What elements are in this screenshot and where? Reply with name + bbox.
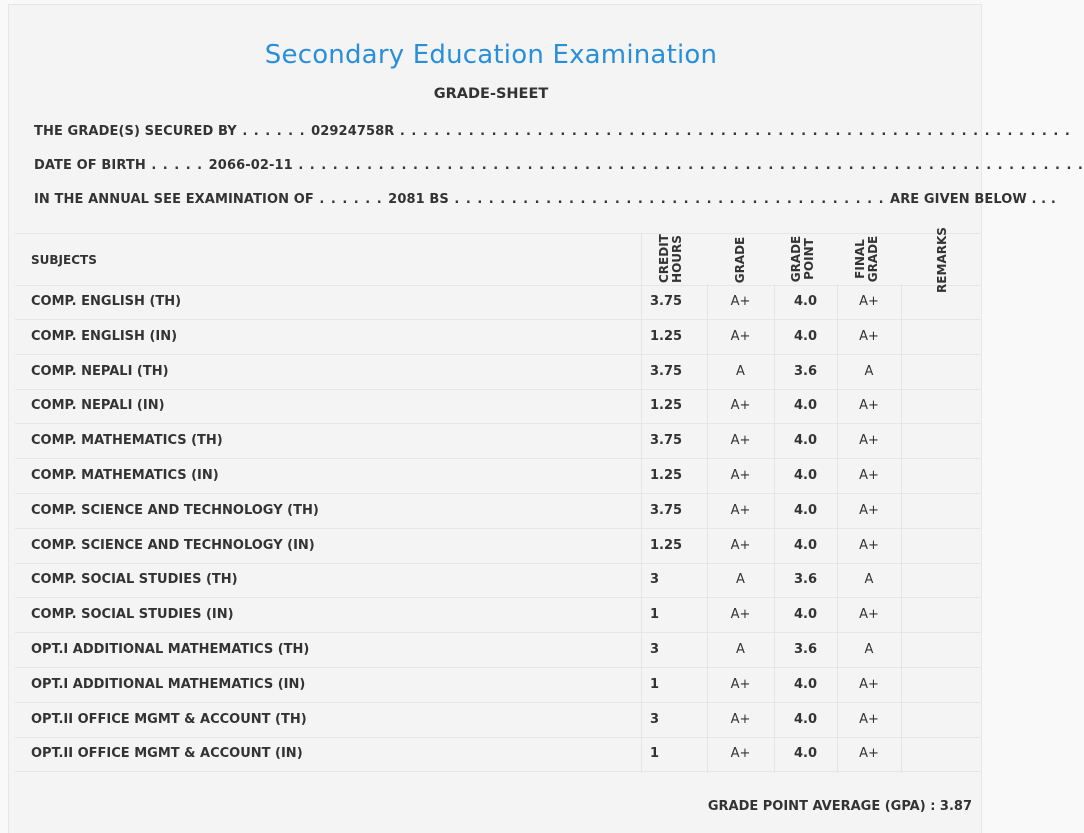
grade-point-cell: 4.0 <box>793 607 818 623</box>
credit-hours-cell: 1 <box>650 676 660 692</box>
final-grade-cell: A+ <box>859 676 879 692</box>
final-grade-cell: A+ <box>859 294 879 309</box>
table-row <box>15 633 980 668</box>
symbol-number: 02924758R <box>311 124 395 139</box>
table-row <box>15 424 980 459</box>
table-row <box>15 563 980 598</box>
table-row <box>15 389 980 424</box>
dob-label: DATE OF BIRTH <box>34 158 146 173</box>
table-header-row <box>15 227 980 293</box>
secured-by-line: THE GRADE(S) SECURED BY . . . . . . 02924758R . . . . . . . . . . . . . . . . . . . . . . . . . . . . . . . . . . . . . . . . . . . . . . . . . . . . . . . . . . . <box>34 124 1071 139</box>
credit-hours-cell: 1.25 <box>650 468 683 483</box>
column-divider <box>837 284 838 773</box>
final-grade-cell: A <box>864 363 874 379</box>
column-divider <box>707 284 708 773</box>
given-below-text: ARE GIVEN BELOW . . . <box>890 192 1056 207</box>
header-grade: GRADE <box>733 236 747 284</box>
credit-hours-cell: 1 <box>650 607 660 623</box>
table-row <box>15 529 980 564</box>
exam-year: 2081 BS <box>388 192 449 207</box>
final-grade-cell: A <box>864 572 874 588</box>
subject-cell: COMP. ENGLISH (TH) <box>31 294 182 309</box>
subject-cell: COMP. SCIENCE AND TECHNOLOGY (TH) <box>31 502 319 518</box>
subject-cell: COMP. NEPALI (IN) <box>31 398 165 414</box>
final-grade-cell: A <box>864 642 874 657</box>
table-row <box>15 355 980 390</box>
subject-cell: COMP. ENGLISH (IN) <box>31 328 178 344</box>
credit-hours-cell: 1.25 <box>650 398 683 414</box>
grade-point-cell: 3.6 <box>793 572 818 588</box>
grade-point-cell: 3.6 <box>793 642 818 657</box>
grade-cell: A+ <box>730 746 751 762</box>
grade-point-cell: 4.0 <box>793 398 818 414</box>
table-row <box>15 285 980 320</box>
credit-hours-cell: 3.75 <box>650 294 683 309</box>
final-grade-cell: A+ <box>859 502 879 518</box>
subject-cell: COMP. NEPALI (TH) <box>31 363 169 379</box>
credit-hours-cell: 3 <box>650 642 660 657</box>
secured-by-label: THE GRADE(S) SECURED BY <box>34 124 237 139</box>
final-grade-cell: A+ <box>859 328 879 344</box>
grade-sheet-heading: GRADE-SHEET <box>433 86 549 102</box>
credit-hours-cell: 3 <box>650 711 660 727</box>
credit-hours-cell: 1.25 <box>650 328 683 344</box>
subject-cell: OPT.II OFFICE MGMT & ACCOUNT (TH) <box>31 711 307 727</box>
exam-label: IN THE ANNUAL SEE EXAMINATION OF <box>34 192 314 207</box>
grade-cell: A+ <box>730 607 751 623</box>
grade-point-cell: 4.0 <box>793 537 818 553</box>
column-divider <box>901 284 902 773</box>
grade-cell: A <box>736 642 745 657</box>
grades-table <box>15 227 980 775</box>
subject-cell: COMP. SOCIAL STUDIES (TH) <box>31 572 238 588</box>
credit-hours-cell: 3 <box>650 572 660 588</box>
table-row <box>15 494 980 529</box>
header-subjects: SUBJECTS <box>31 253 97 267</box>
grade-point-cell: 4.0 <box>793 328 818 344</box>
grade-point-cell: 3.6 <box>793 363 818 379</box>
subject-cell: COMP. SCIENCE AND TECHNOLOGY (IN) <box>31 537 315 553</box>
grade-point-cell: 4.0 <box>793 468 818 483</box>
final-grade-cell: A+ <box>859 711 879 727</box>
grade-cell: A+ <box>730 711 751 727</box>
grade-point-cell: 4.0 <box>793 502 818 518</box>
credit-hours-cell: 3.75 <box>650 433 683 449</box>
table-row <box>15 459 980 494</box>
credit-hours-cell: 3.75 <box>650 502 683 518</box>
table-row <box>15 668 980 703</box>
subject-cell: OPT.I ADDITIONAL MATHEMATICS (IN) <box>31 676 306 692</box>
subject-cell: COMP. MATHEMATICS (IN) <box>31 468 219 483</box>
header-remarks: REMARKS <box>935 227 949 293</box>
grade-cell: A+ <box>730 433 751 449</box>
subject-cell: OPT.I ADDITIONAL MATHEMATICS (TH) <box>31 642 310 657</box>
grade-cell: A+ <box>730 468 751 483</box>
table-row <box>15 703 980 738</box>
grade-point-cell: 4.0 <box>793 676 818 692</box>
final-grade-cell: A+ <box>859 398 879 414</box>
exam-title: Secondary Education Examination <box>264 40 718 70</box>
final-grade-cell: A+ <box>859 433 879 449</box>
gpa-summary: GRADE POINT AVERAGE (GPA) : 3.87 <box>707 799 972 814</box>
exam-line: IN THE ANNUAL SEE EXAMINATION OF . . . . . . 2081 BS . . . . . . . . . . . . . . . . . . . . . . . . . . . . . . . . . . . . . . ARE GIVEN BELOW . . . <box>34 192 1056 207</box>
table-row <box>15 737 980 772</box>
column-divider <box>774 284 775 773</box>
grade-cell: A+ <box>730 398 751 414</box>
grade-cell: A+ <box>730 328 751 344</box>
credit-hours-cell: 3.75 <box>650 363 683 379</box>
final-grade-cell: A+ <box>859 607 879 623</box>
final-grade-cell: A+ <box>859 468 879 483</box>
subject-cell: OPT.II OFFICE MGMT & ACCOUNT (IN) <box>31 746 303 762</box>
grade-point-cell: 4.0 <box>793 433 818 449</box>
dob-line: DATE OF BIRTH . . . . . 2066-02-11 . . . . . . . . . . . . . . . . . . . . . . . . . . . . . . . . . . . . . . . . . . . . . . . . . . . . . . . . . . . . . . . . . . . . . <box>34 158 1084 173</box>
header-credit-hours: CREDIT HOURS <box>657 234 684 283</box>
credit-hours-cell: 1.25 <box>650 537 683 553</box>
table-row <box>15 598 980 633</box>
column-divider <box>641 233 642 773</box>
grade-cell: A+ <box>730 676 751 692</box>
table-row <box>15 320 980 355</box>
header-final-grade: FINAL GRADE <box>853 235 880 283</box>
grade-cell: A+ <box>730 502 751 518</box>
credit-hours-cell: 1 <box>650 746 660 762</box>
grade-cell: A <box>736 572 745 588</box>
final-grade-cell: A+ <box>859 746 879 762</box>
subject-cell: COMP. SOCIAL STUDIES (IN) <box>31 607 234 623</box>
grade-point-cell: 4.0 <box>793 746 818 762</box>
header-grade-point: GRADE POINT <box>789 235 816 283</box>
dob-value: 2066-02-11 <box>208 158 293 173</box>
grade-cell: A+ <box>730 537 751 553</box>
subject-cell: COMP. MATHEMATICS (TH) <box>31 433 223 449</box>
final-grade-cell: A+ <box>859 537 879 553</box>
grade-cell: A+ <box>730 294 751 309</box>
grade-point-cell: 4.0 <box>793 294 818 309</box>
grade-cell: A <box>736 363 745 379</box>
grade-point-cell: 4.0 <box>793 711 818 727</box>
